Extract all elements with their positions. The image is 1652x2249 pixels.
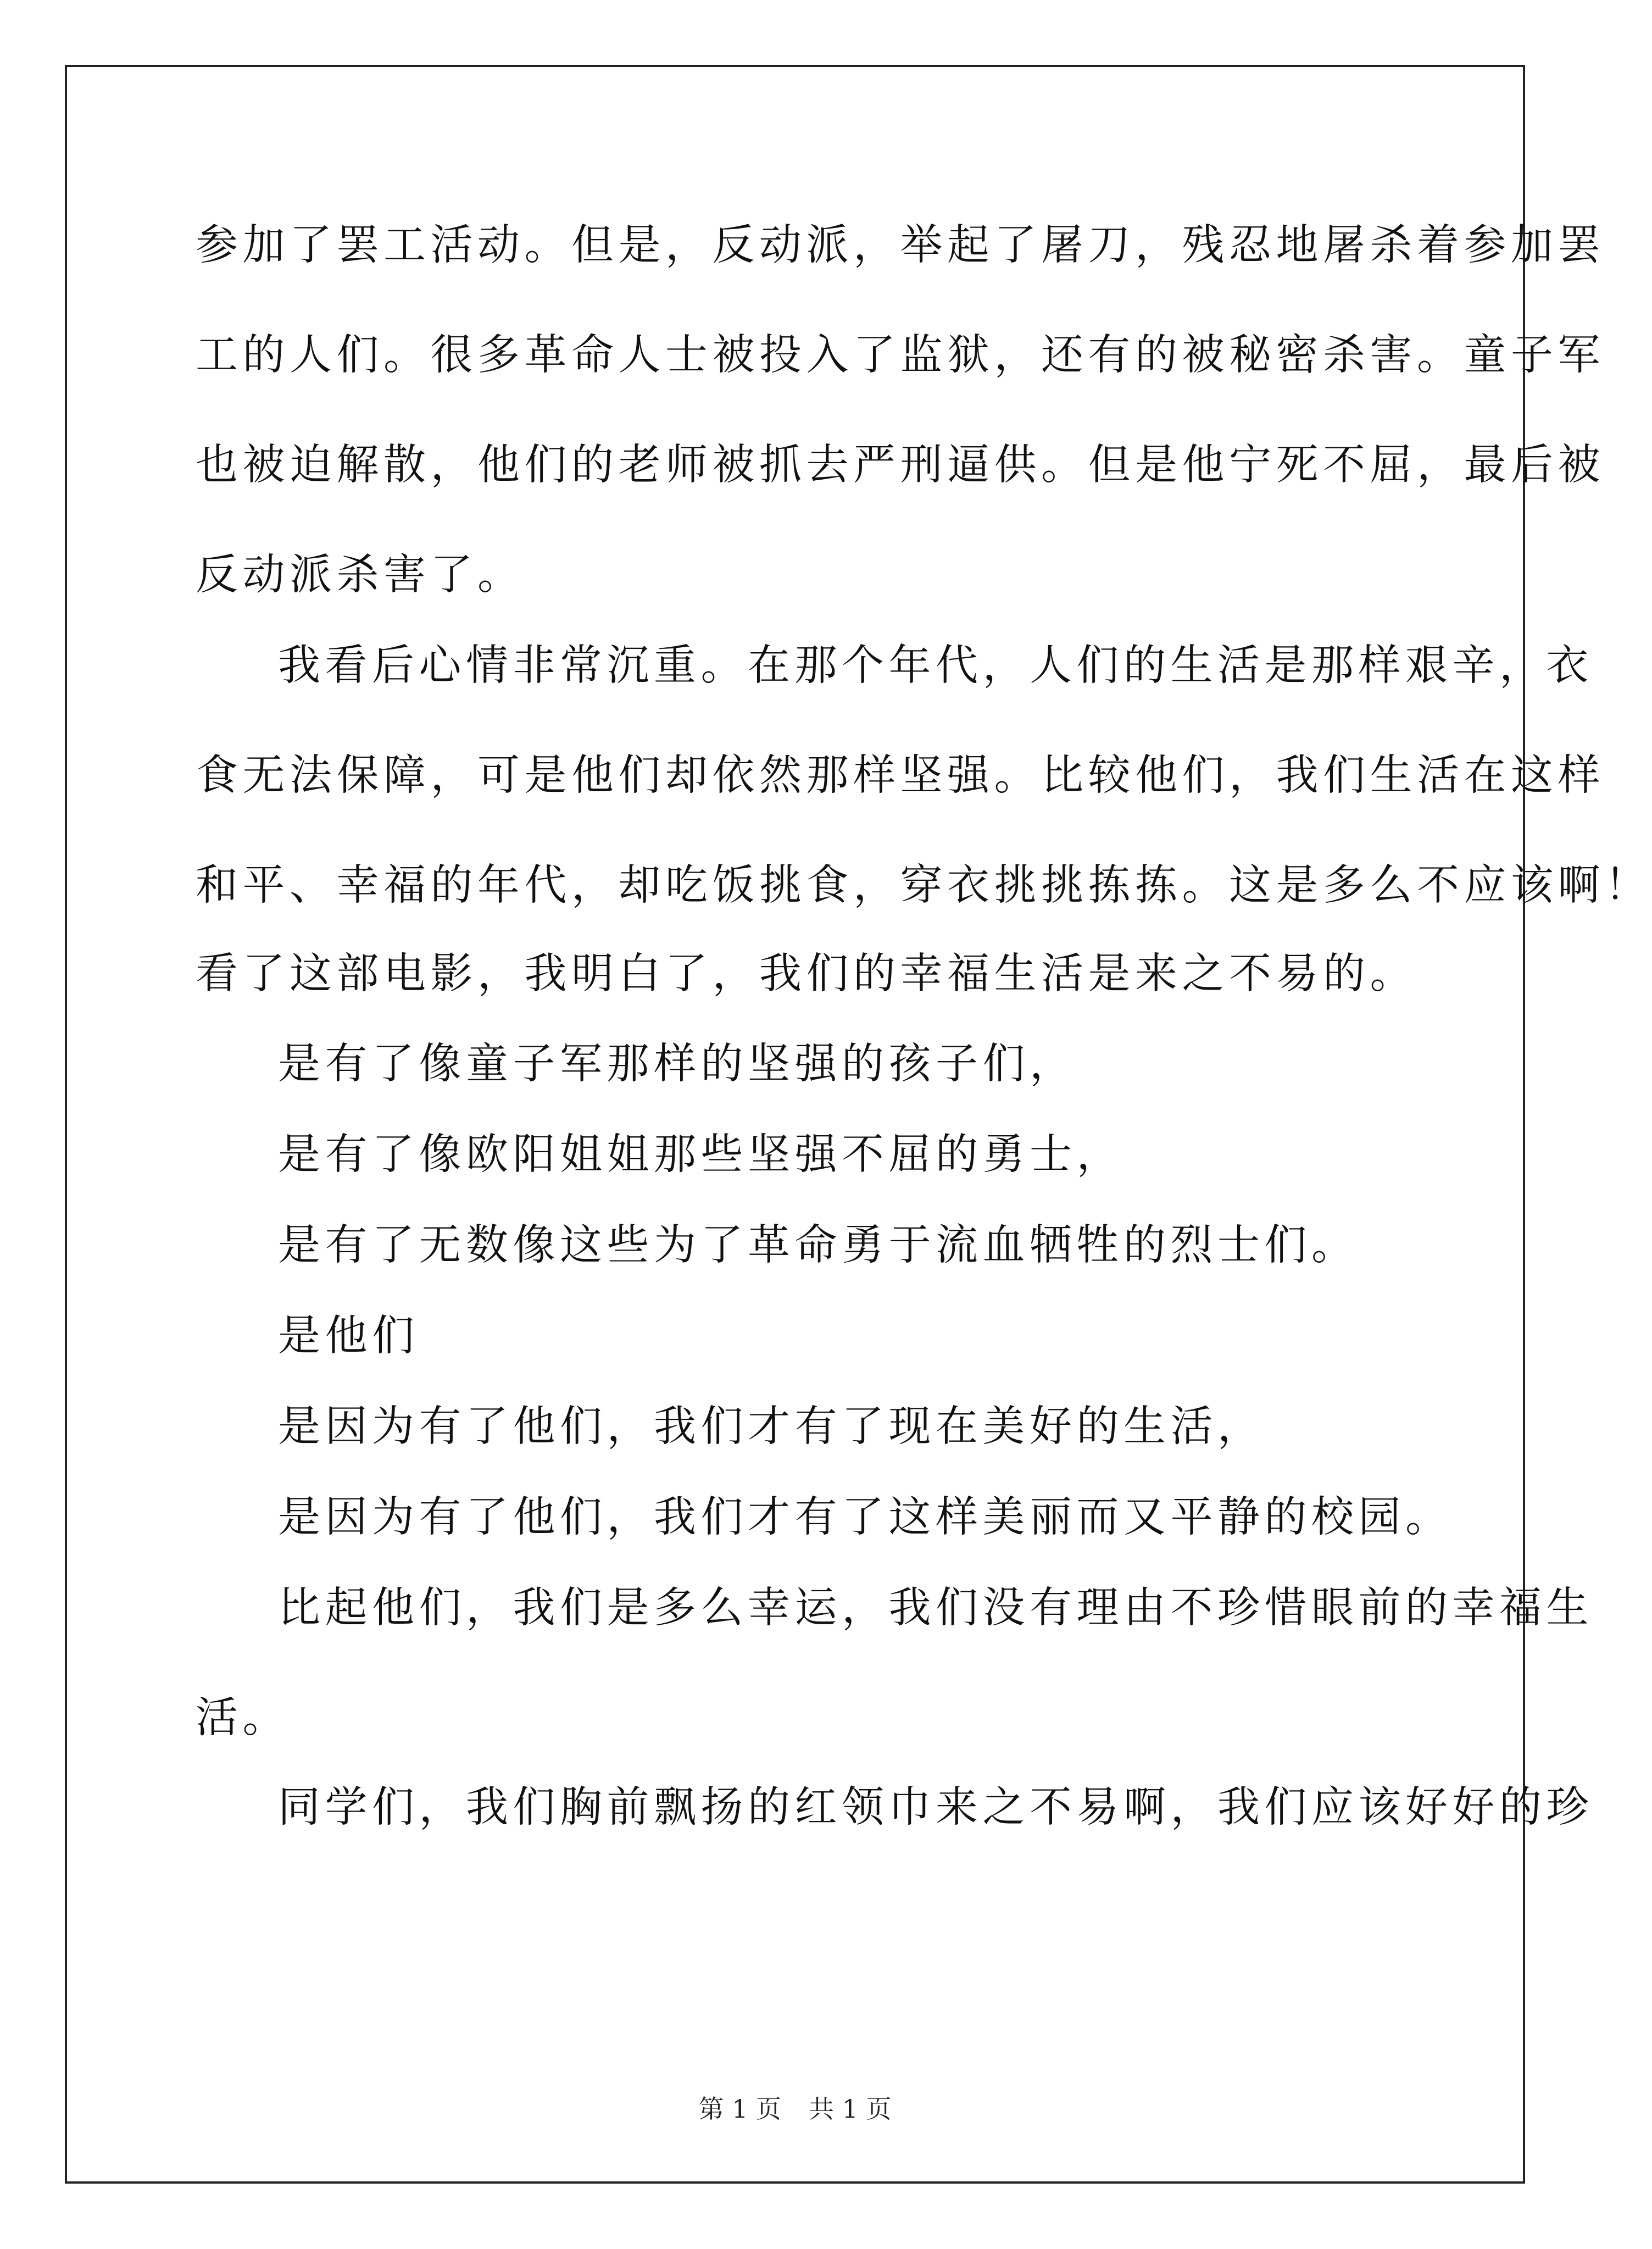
paragraph-4-line-1: 是有了像欧阳姐姐那些坚强不屈的勇士， — [278, 1130, 1123, 1179]
paragraph-5-line-1: 是有了无数像这些为了革命勇于流血牺牲的烈士们。 — [278, 1221, 1359, 1270]
paragraph-1-line-4: 反动派杀害了。 — [196, 551, 525, 599]
paragraph-1-line-1: 参加了罢工活动。但是，反动派，举起了屠刀，残忍地屠杀着参加罢 — [196, 221, 1605, 270]
paragraph-3-line-1: 是有了像童子军那样的坚强的孩子们， — [278, 1040, 1077, 1089]
paragraph-10-line-1: 同学们，我们胸前飘扬的红领巾来之不易啊，我们应该好好的珍 — [278, 1783, 1593, 1832]
paragraph-2-line-1: 我看后心情非常沉重。在那个年代，人们的生活是那样艰辛，衣 — [278, 641, 1593, 690]
paragraph-9-line-1: 比起他们，我们是多么幸运，我们没有理由不珍惜眼前的幸福生 — [278, 1584, 1593, 1632]
paragraph-2-line-2: 食无法保障，可是他们却依然那样坚强。比较他们，我们生活在这样 — [196, 751, 1605, 800]
paragraph-1-line-2: 工的人们。很多革命人士被投入了监狱，还有的被秘密杀害。童子军 — [196, 331, 1605, 380]
paragraph-7-line-1: 是因为有了他们，我们才有了现在美好的生活， — [278, 1402, 1265, 1451]
paragraph-1-line-3: 也被迫解散，他们的老师被抓去严刑逼供。但是他宁死不屈，最后被 — [196, 441, 1605, 490]
page-number-current: 第 1 页 — [698, 2094, 781, 2124]
page-footer — [0, 2092, 1590, 2125]
paragraph-9-line-2: 活。 — [196, 1693, 290, 1742]
paragraph-2-line-4: 看了这部电影，我明白了，我们的幸福生活是来之不易的。 — [196, 949, 1417, 998]
paragraph-8-line-1: 是因为有了他们，我们才有了这样美丽而又平静的校园。 — [278, 1493, 1453, 1542]
paragraph-6-line-1: 是他们 — [278, 1312, 419, 1360]
page-number-total: 共 1 页 — [809, 2094, 892, 2124]
paragraph-2-line-3: 和平、幸福的年代，却吃饭挑食，穿衣挑挑拣拣。这是多么不应该啊！ — [196, 861, 1652, 910]
